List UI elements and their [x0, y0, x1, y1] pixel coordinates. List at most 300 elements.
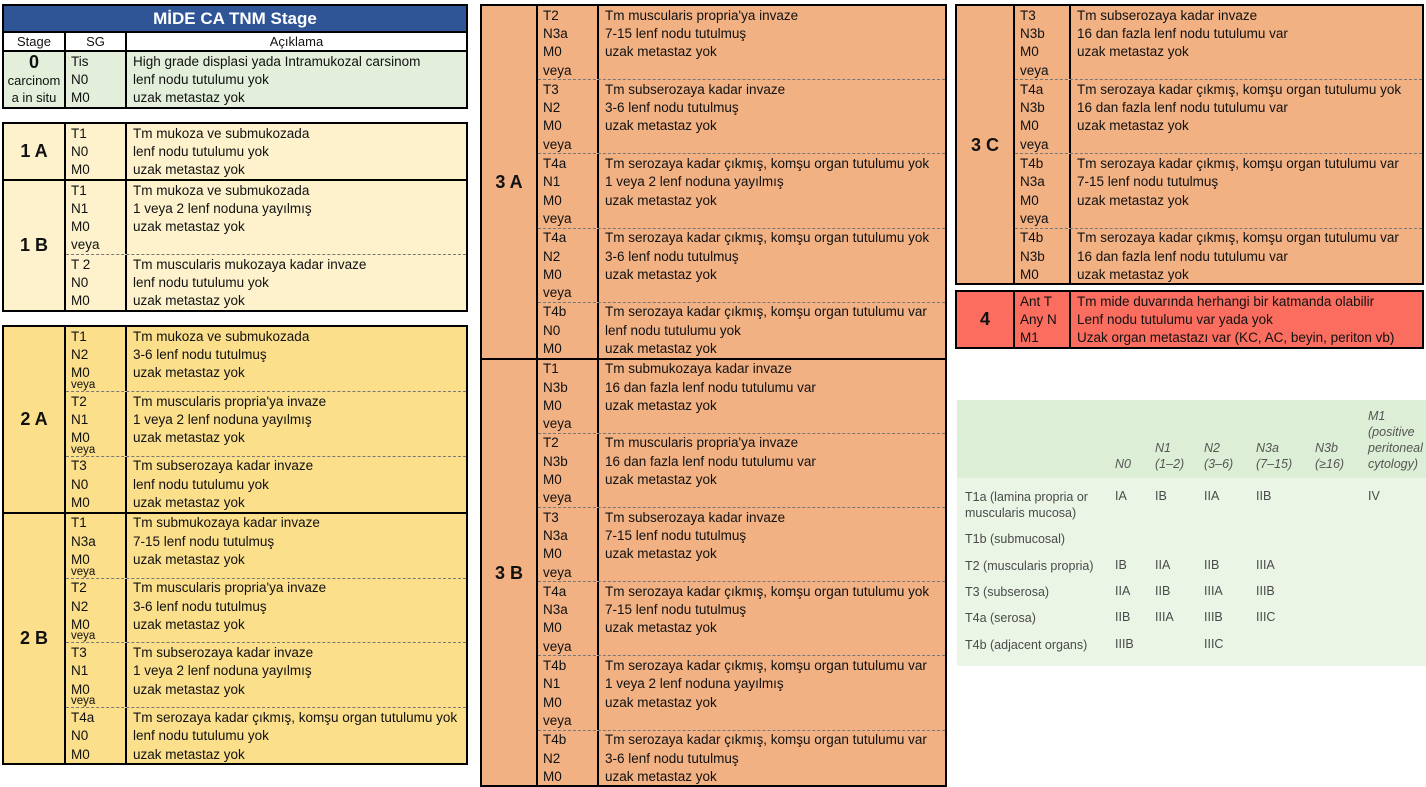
description-line: Tm submukozaya kadar invaze	[133, 515, 320, 531]
sg-code: T1	[71, 125, 87, 141]
matrix-stage-value: IIIC	[1204, 636, 1224, 651]
description-line: uzak metastaz yok	[133, 430, 245, 446]
sg-code: T3	[543, 81, 559, 97]
sg-code: T3	[1020, 7, 1036, 23]
sg-code: M0	[71, 495, 90, 511]
description-line: Tm muscularis propria'ya invaze	[605, 7, 799, 23]
sg-codes	[538, 360, 599, 433]
sg-code: N0	[71, 728, 89, 744]
sg-code: N1	[543, 174, 561, 190]
description-line: Tm submukozaya kadar invaze	[605, 361, 792, 377]
sg-codes	[66, 181, 127, 254]
criteria-block	[66, 642, 466, 707]
sg-codes	[1015, 80, 1071, 153]
description-line: uzak metastaz yok	[605, 118, 717, 134]
criteria-blocks	[66, 124, 466, 179]
sg-code: T4b	[543, 304, 567, 320]
matrix-row-label: T1a (lamina propria or muscularis mucosa)	[965, 490, 1088, 520]
matrix-stage-value: IIIB	[1256, 583, 1275, 598]
descriptions	[127, 52, 466, 107]
stage-label-text: 3 A	[495, 171, 523, 192]
descriptions	[1071, 292, 1422, 347]
sg-codes	[66, 392, 127, 456]
sg-codes	[538, 731, 599, 786]
sg-code: N3a	[543, 25, 568, 41]
sg-code: N3b	[1020, 100, 1045, 116]
matrix-column-header: N3b (≥16)	[1315, 441, 1345, 471]
or-label: veya	[543, 62, 572, 78]
descriptions	[599, 360, 945, 433]
matrix-row-label: T1b (submucosal)	[965, 532, 1066, 547]
description-line: uzak metastaz yok	[133, 293, 245, 309]
criteria-block	[1015, 228, 1422, 284]
matrix-stage-value: IIB	[1204, 557, 1220, 572]
description-line: 16 dan fazla lenf nodu tutulumu var	[605, 453, 816, 469]
description-line: Tm serozaya kadar çıkmış, komşu organ tutulumu yok	[605, 230, 930, 246]
stage-label-3b	[482, 360, 538, 786]
sg-codes	[66, 255, 127, 310]
criteria-block	[538, 228, 945, 302]
stage-label-text: 3 B	[494, 562, 523, 583]
sg-code: N2	[71, 346, 89, 362]
sg-code: M0	[543, 472, 562, 488]
sg-code: N2	[543, 248, 561, 264]
sg-code: M0	[543, 44, 562, 60]
descriptions	[599, 434, 945, 507]
description-line: Tm subserozaya kadar invaze	[133, 645, 314, 661]
or-label: veya	[543, 210, 572, 226]
description-line: Tm subserozaya kadar invaze	[605, 509, 786, 525]
sg-codes	[538, 656, 599, 729]
description-line: uzak metastaz yok	[605, 694, 717, 710]
sg-code: N3b	[1020, 25, 1045, 41]
description-line: Tm serozaya kadar çıkmış, komşu organ tutulumu var	[605, 658, 927, 674]
criteria-block	[538, 433, 945, 507]
sg-code: M0	[1020, 118, 1039, 134]
description-line: 3-6 lenf nodu tutulmuş	[133, 346, 267, 362]
stage-label-1b	[4, 181, 66, 310]
description-line: Uzak organ metastazı var (KC, AC, beyin, periton vb)	[1077, 330, 1395, 346]
criteria-block	[538, 302, 945, 358]
matrix-stage-value	[1155, 524, 1204, 550]
description-line: uzak metastaz yok	[605, 192, 717, 208]
sg-code: M0	[543, 118, 562, 134]
matrix-stage-value: IIIA	[1204, 583, 1223, 598]
descriptions	[1071, 6, 1422, 79]
criteria-block	[538, 730, 945, 786]
descriptions	[599, 656, 945, 729]
criteria-block	[66, 52, 466, 107]
sg-code: Ant T	[1020, 293, 1053, 309]
descriptions	[599, 303, 945, 358]
descriptions	[127, 392, 466, 456]
matrix-stage-value: IB	[1155, 489, 1167, 503]
description-line: Tm mukoza ve submukozada	[133, 125, 310, 141]
stage-label-2a	[4, 327, 66, 512]
criteria-block	[1015, 153, 1422, 227]
description-line: Tm subserozaya kadar invaze	[605, 81, 786, 97]
criteria-block	[1015, 6, 1422, 79]
matrix-stage-value: IIB	[1155, 583, 1171, 598]
sg-code: T1	[71, 182, 87, 198]
criteria-blocks	[1015, 6, 1422, 283]
sg-code: N0	[71, 143, 89, 159]
criteria-block	[66, 391, 466, 456]
criteria-blocks	[66, 52, 466, 107]
sg-code: Tis	[71, 53, 89, 69]
sg-code: M0	[71, 746, 90, 762]
sg-code: N1	[71, 411, 89, 427]
stage-group-4	[957, 292, 1422, 347]
matrix-stage-value: IIB	[1256, 489, 1272, 503]
matrix-stage-value	[1368, 603, 1426, 629]
description-line: 3-6 lenf nodu tutulmuş	[605, 750, 739, 766]
sg-code: M0	[543, 192, 562, 208]
sg-code: T3	[71, 458, 87, 474]
stage-group-3b	[482, 358, 945, 786]
page-title: MİDE CA TNM Stage	[4, 6, 466, 33]
stage-label-3c	[957, 6, 1015, 283]
or-label: veya	[1020, 136, 1049, 152]
criteria-block	[538, 507, 945, 581]
or-label: veya	[71, 378, 96, 391]
descriptions	[127, 643, 466, 707]
sg-code: M0	[71, 551, 90, 567]
or-label: veya	[71, 443, 96, 456]
matrix-stage-value	[1256, 630, 1315, 656]
description-line: 16 dan fazla lenf nodu tutulumu var	[1077, 248, 1288, 264]
description-line: uzak metastaz yok	[1077, 192, 1189, 208]
sg-code: M0	[71, 219, 90, 235]
description-line: Tm mukoza ve submukozada	[133, 328, 310, 344]
stage-group-3c	[957, 6, 1422, 283]
descriptions	[599, 154, 945, 227]
description-line: uzak metastaz yok	[605, 546, 717, 562]
description-line: 7-15 lenf nodu tutulmuş	[605, 527, 747, 543]
stage-sublabel-text: a in situ	[11, 90, 57, 106]
sg-code: Any N	[1020, 311, 1057, 327]
description-line: lenf nodu tutulumu yok	[133, 728, 269, 744]
sg-codes	[66, 457, 127, 512]
column-header-sg: SG	[66, 33, 127, 50]
sg-code: M0	[1020, 44, 1039, 60]
criteria-block	[538, 6, 945, 79]
sg-code: T1	[71, 328, 87, 344]
descriptions	[599, 582, 945, 655]
sg-code: T1	[71, 515, 87, 531]
sg-code: M0	[543, 768, 562, 784]
sg-code: M0	[543, 397, 562, 413]
description-line: uzak metastaz yok	[133, 746, 245, 762]
matrix-stage-value: IIIA	[1256, 557, 1275, 572]
or-label: veya	[71, 565, 96, 578]
description-line: Tm muscularis propria'ya invaze	[133, 580, 327, 596]
sg-code: N3a	[1020, 174, 1045, 190]
matrix-stage-value	[1368, 630, 1426, 656]
or-label: veya	[543, 285, 572, 301]
description-line: uzak metastaz yok	[1077, 266, 1189, 282]
matrix-stage-value	[1368, 577, 1426, 603]
descriptions	[127, 708, 466, 763]
description-line: uzak metastaz yok	[605, 340, 717, 356]
sg-codes	[538, 434, 599, 507]
descriptions	[599, 229, 945, 302]
sg-codes	[538, 582, 599, 655]
description-line: uzak metastaz yok	[1077, 44, 1189, 60]
stage-label-text: 0	[28, 52, 39, 73]
stage-group-2a	[4, 327, 466, 512]
sg-codes	[1015, 292, 1071, 347]
stage-sublabel-text: carcinom	[7, 73, 61, 89]
matrix-stage-value: IIIC	[1256, 610, 1276, 625]
tnm-stage-table-header	[2, 4, 468, 109]
description-line: uzak metastaz yok	[133, 219, 245, 235]
or-label: veya	[71, 237, 100, 253]
descriptions	[599, 80, 945, 153]
descriptions	[1071, 80, 1422, 153]
matrix-row-label: T4a (serosa)	[965, 611, 1036, 626]
description-line: Tm serozaya kadar çıkmış, komşu organ tutulumu yok	[605, 583, 930, 599]
description-line: uzak metastaz yok	[605, 397, 717, 413]
criteria-blocks	[1015, 292, 1422, 347]
description-line: Tm serozaya kadar çıkmış, komşu organ tutulumu var	[1077, 230, 1399, 246]
stage-2-section	[2, 325, 468, 765]
description-line: Tm mukoza ve submukozada	[133, 182, 310, 198]
stage-group-1b	[4, 179, 466, 310]
sg-codes	[1015, 229, 1071, 284]
stage-4-section	[955, 290, 1424, 349]
criteria-block	[66, 327, 466, 391]
stage-label-text: 4	[979, 309, 990, 330]
sg-code: M0	[71, 616, 90, 632]
sg-code: N1	[71, 663, 89, 679]
description-line: 1 veya 2 lenf noduna yayılmış	[133, 200, 312, 216]
criteria-block	[538, 360, 945, 433]
sg-code: T2	[543, 435, 559, 451]
or-label: veya	[1020, 62, 1049, 78]
matrix-row-label: T3 (subserosa)	[965, 584, 1050, 599]
description-line: 3-6 lenf nodu tutulmuş	[605, 248, 739, 264]
description-line: High grade displasi yada Intramukozal carsinom	[133, 53, 421, 69]
description-line: 1 veya 2 lenf noduna yayılmış	[605, 676, 784, 692]
or-label: veya	[543, 712, 572, 728]
sg-code: T4b	[1020, 156, 1044, 172]
or-label: veya	[543, 638, 572, 654]
sg-code: N2	[543, 100, 561, 116]
criteria-block	[538, 655, 945, 729]
criteria-blocks	[66, 327, 466, 512]
matrix-stage-value: IIA	[1155, 557, 1171, 572]
sg-codes	[538, 303, 599, 358]
description-line: uzak metastaz yok	[133, 162, 245, 178]
stage-label-text: 3 C	[970, 134, 999, 155]
description-line: Lenf nodu tutulumu var yada yok	[1077, 311, 1273, 327]
sg-code: T2	[543, 7, 559, 23]
sg-code: N3a	[543, 602, 568, 618]
sg-code: M1	[1020, 330, 1039, 346]
criteria-block	[538, 79, 945, 153]
description-line: 7-15 lenf nodu tutulmuş	[1077, 174, 1219, 190]
sg-code: N3a	[543, 527, 568, 543]
description-line: lenf nodu tutulumu yok	[605, 322, 741, 338]
description-line: uzak metastaz yok	[1077, 118, 1189, 134]
sg-codes	[66, 579, 127, 643]
sg-code: N3b	[543, 453, 568, 469]
descriptions	[127, 255, 466, 310]
matrix-stage-value	[1368, 524, 1426, 550]
matrix-stage-value: IIB	[1115, 610, 1131, 625]
column-header-row	[4, 33, 466, 52]
column-header-aciklama: Açıklama	[269, 34, 324, 49]
sg-code: N3b	[543, 379, 568, 395]
stage-label-4	[957, 292, 1015, 347]
description-line: Tm serozaya kadar çıkmış, komşu organ tutulumu yok	[133, 709, 458, 725]
description-line: uzak metastaz yok	[605, 472, 717, 488]
stage-label-2b	[4, 514, 66, 764]
sg-code: M0	[1020, 266, 1039, 282]
sg-code: T 2	[71, 256, 91, 272]
criteria-block	[66, 124, 466, 179]
description-line: uzak metastaz yok	[133, 551, 245, 567]
matrix-column-header: M1 (positive peritoneal cytology)	[1368, 409, 1423, 471]
sg-codes	[66, 124, 127, 179]
stage-group-0	[4, 52, 466, 107]
sg-code: N2	[71, 598, 89, 614]
description-line: Tm muscularis propria'ya invaze	[605, 435, 799, 451]
criteria-blocks	[538, 6, 945, 358]
sg-code: M0	[71, 365, 90, 381]
description-line: uzak metastaz yok	[133, 616, 245, 632]
descriptions	[1071, 229, 1422, 284]
sg-code: M0	[71, 293, 90, 309]
description-line: Tm serozaya kadar çıkmış, komşu organ tutulumu var	[605, 304, 927, 320]
description-line: 1 veya 2 lenf noduna yayılmış	[133, 411, 312, 427]
sg-code: M0	[71, 681, 90, 697]
matrix-stage-value: IIA	[1204, 489, 1220, 503]
or-label: veya	[71, 695, 96, 708]
sg-code: T4a	[1020, 81, 1044, 97]
description-line: Tm serozaya kadar çıkmış, komşu organ tutulumu var	[1077, 156, 1399, 172]
sg-code: T4b	[543, 732, 567, 748]
sg-codes	[66, 708, 127, 763]
sg-codes	[538, 154, 599, 227]
descriptions	[127, 579, 466, 643]
sg-codes	[66, 643, 127, 707]
sg-code: T4b	[1020, 230, 1044, 246]
matrix-row-label: T2 (muscularis propria)	[965, 558, 1094, 573]
stage-label-3a	[482, 6, 538, 358]
stage-label-text: 1 B	[19, 235, 48, 256]
description-line: lenf nodu tutulumu yok	[133, 143, 269, 159]
sg-codes	[538, 508, 599, 581]
descriptions	[599, 731, 945, 786]
sg-code: N0	[71, 275, 89, 291]
sg-code: M0	[543, 266, 562, 282]
sg-code: M0	[543, 620, 562, 636]
sg-code: N0	[71, 476, 89, 492]
stage-label-text: 1 A	[20, 141, 48, 162]
matrix-stage-value: IIIB	[1115, 636, 1134, 651]
sg-code: T3	[71, 645, 87, 661]
description-line: Tm muscularis propria'ya invaze	[133, 393, 327, 409]
matrix-header-row	[957, 400, 1426, 478]
sg-code: N1	[543, 676, 561, 692]
sg-code: N0	[543, 322, 561, 338]
matrix-stage-value	[1315, 577, 1368, 603]
matrix-column-header: N0	[1115, 457, 1131, 471]
stage-group-3a	[482, 6, 945, 358]
sg-code: T4a	[543, 230, 567, 246]
matrix-stage-value: IIIB	[1204, 610, 1223, 625]
matrix-stage-value: IIA	[1115, 583, 1131, 598]
matrix-body	[957, 478, 1426, 666]
sg-code: N0	[71, 71, 89, 87]
sg-code: T1	[543, 361, 559, 377]
sg-codes	[1015, 6, 1071, 79]
sg-code: N3a	[71, 533, 96, 549]
descriptions	[127, 124, 466, 179]
matrix-stage-value	[1368, 551, 1426, 577]
criteria-block	[66, 578, 466, 643]
matrix-stage-value	[1315, 551, 1368, 577]
description-line: uzak metastaz yok	[605, 266, 717, 282]
matrix-row-label: T4b (adjacent organs)	[965, 637, 1088, 652]
sg-code: M0	[71, 430, 90, 446]
description-line: uzak metastaz yok	[133, 90, 245, 106]
description-line: uzak metastaz yok	[605, 44, 717, 60]
stage-label-text: 2 B	[19, 628, 48, 649]
sg-code: N2	[543, 750, 561, 766]
description-line: 16 dan fazla lenf nodu tutulumu var	[1077, 100, 1288, 116]
criteria-blocks	[66, 514, 466, 764]
ajcc-staging-matrix	[957, 400, 1426, 666]
sg-codes	[1015, 154, 1071, 227]
or-label: veya	[543, 564, 572, 580]
description-line: uzak metastaz yok	[133, 365, 245, 381]
description-line: uzak metastaz yok	[133, 681, 245, 697]
sg-code: N1	[71, 200, 89, 216]
criteria-block	[66, 707, 466, 763]
matrix-stage-value: IV	[1368, 489, 1380, 503]
criteria-block	[1015, 292, 1422, 347]
sg-code: T2	[71, 393, 87, 409]
descriptions	[127, 181, 466, 254]
description-line: 3-6 lenf nodu tutulmuş	[605, 100, 739, 116]
sg-code: M0	[543, 340, 562, 356]
description-line: 1 veya 2 lenf noduna yayılmış	[605, 174, 784, 190]
description-line: 3-6 lenf nodu tutulmuş	[133, 598, 267, 614]
sg-code: M0	[543, 546, 562, 562]
description-line: 1 veya 2 lenf noduna yayılmış	[133, 663, 312, 679]
description-line: Tm serozaya kadar çıkmış, komşu organ tutulumu var	[605, 732, 927, 748]
stage-label-text: 2 A	[20, 409, 48, 430]
sg-codes	[538, 229, 599, 302]
description-line: 7-15 lenf nodu tutulmuş	[133, 533, 275, 549]
matrix-stage-value: IB	[1115, 557, 1127, 572]
stage-0-section	[4, 52, 466, 107]
criteria-block	[538, 153, 945, 227]
criteria-block	[538, 581, 945, 655]
sg-code: N3b	[1020, 248, 1045, 264]
description-line: 7-15 lenf nodu tutulmuş	[605, 25, 747, 41]
sg-code: T4b	[543, 658, 567, 674]
sg-codes	[66, 52, 127, 107]
matrix-stage-value	[1155, 630, 1204, 656]
description-line: lenf nodu tutulumu yok	[133, 275, 269, 291]
description-line: uzak metastaz yok	[605, 768, 717, 784]
sg-codes	[538, 80, 599, 153]
description-line: Tm serozaya kadar çıkmış, komşu organ tutulumu yok	[605, 156, 930, 172]
